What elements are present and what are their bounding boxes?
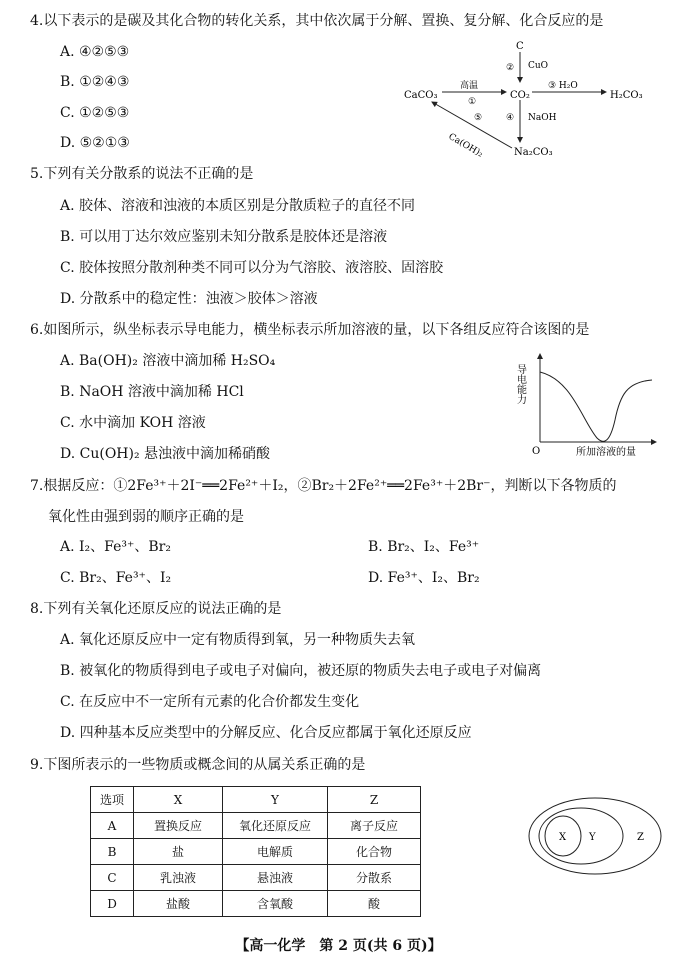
table-cell: 含氧酸 — [223, 891, 328, 917]
diagram-high-temp: 高温 — [460, 81, 479, 91]
q4-option-b: B. ①②④③ — [60, 74, 130, 90]
q8-option-d: D. 四种基本反应类型中的分解反应、化合反应都属于氧化还原反应 — [60, 725, 472, 741]
q5-option-a: A. 胶体、溶液和浊液的本质区别是分散质粒子的直径不同 — [60, 198, 416, 214]
venn-label-y: Y — [589, 832, 596, 843]
q6-option-a: A. Ba(OH)₂ 溶液中滴加稀 H₂SO₄ — [60, 353, 276, 369]
table-header-cell: 选项 — [91, 787, 134, 813]
q4-option-c: C. ①②⑤③ — [60, 105, 130, 121]
q7-stem: 7.根据反应：①2Fe³⁺＋2I⁻══2Fe²⁺＋I₂，②Br₂＋2Fe²⁺══2Fe³⁺＋2Br⁻，判断以下各物质的 — [30, 478, 617, 494]
table-cell: 悬浊液 — [223, 865, 328, 891]
table-cell: 电解质 — [223, 839, 328, 865]
conductivity-graph — [512, 350, 662, 460]
q5-option-c: C. 胶体按照分散剂种类不同可以分为气溶胶、液溶胶、固溶胶 — [60, 260, 444, 276]
q4-option-a: A. ④②⑤③ — [60, 44, 130, 60]
q9-stem: 9.下图所表示的一些物质或概念间的从属关系正确的是 — [30, 757, 366, 773]
q7-option-b: B. Br₂、I₂、Fe³⁺ — [368, 539, 480, 555]
q7-option-d: D. Fe³⁺、I₂、Br₂ — [368, 570, 480, 586]
table-cell: A — [91, 813, 134, 839]
diagram-h2co3: H₂CO₃ — [610, 90, 643, 101]
table-header-cell: X — [134, 787, 223, 813]
table-cell: 离子反应 — [328, 813, 421, 839]
q9-table — [90, 786, 421, 917]
arrow-na2co3-to-caco3 — [432, 102, 515, 148]
q6-option-c: C. 水中滴加 KOH 溶液 — [60, 415, 206, 431]
diagram-c: C — [516, 41, 524, 52]
table-row — [91, 839, 421, 865]
table-cell: 氧化还原反应 — [223, 813, 328, 839]
q8-option-a: A. 氧化还原反应中一定有物质得到氧，另一种物质失去氧 — [60, 632, 416, 648]
diagram-n1: ① — [468, 97, 477, 107]
graph-xlabel: 所加溶液的量 — [576, 447, 636, 458]
q4-option-d: D. ⑤②①③ — [60, 135, 130, 151]
table-header-cell: Y — [223, 787, 328, 813]
table-cell: 乳浊液 — [134, 865, 223, 891]
diagram-caco3: CaCO₃ — [404, 90, 438, 101]
conductivity-curve — [540, 372, 652, 441]
table-header-row — [91, 787, 421, 813]
table-cell: 盐酸 — [134, 891, 223, 917]
graph-ylabel: 导电能力 — [514, 364, 526, 404]
diagram-naoh: NaOH — [528, 113, 557, 123]
diagram-n5: ⑤ — [474, 113, 483, 123]
table-cell: B — [91, 839, 134, 865]
venn-label-z: Z — [637, 832, 644, 843]
venn-label-x: X — [559, 832, 567, 843]
diagram-caoh2: Ca(OH)₂ — [446, 131, 485, 160]
q4-stem: 4.以下表示的是碳及其化合物的转化关系，其中依次属于分解、置换、复分解、化合反应的是 — [30, 13, 604, 29]
carbon-conversion-diagram — [398, 38, 666, 168]
q5-option-d: D. 分散系中的稳定性：浊液＞胶体＞溶液 — [60, 291, 318, 307]
table-cell: D — [91, 891, 134, 917]
q7-stem-cont: 氧化性由强到弱的顺序正确的是 — [48, 509, 244, 525]
diagram-n2: ② — [506, 63, 515, 73]
q6-option-d: D. Cu(OH)₂ 悬浊液中滴加稀硝酸 — [60, 446, 271, 462]
q7-option-c: C. Br₂、Fe³⁺、I₂ — [60, 570, 172, 586]
table-cell: 盐 — [134, 839, 223, 865]
page-footer: 【高一化学 第 2 页(共 6 页)】 — [235, 938, 442, 954]
q7-option-a: A. I₂、Fe³⁺、Br₂ — [60, 539, 171, 555]
diagram-n4: ④ — [506, 113, 515, 123]
table-cell: 置换反应 — [134, 813, 223, 839]
table-cell: 酸 — [328, 891, 421, 917]
venn-diagram — [525, 794, 665, 878]
q8-option-b: B. 被氧化的物质得到电子或电子对偏向，被还原的物质失去电子或电子对偏离 — [60, 663, 542, 679]
table-cell: 分散系 — [328, 865, 421, 891]
table-row — [91, 891, 421, 917]
table-row — [91, 813, 421, 839]
q8-option-c: C. 在反应中不一定所有元素的化合价都发生变化 — [60, 694, 360, 710]
q8-stem: 8.下列有关氧化还原反应的说法正确的是 — [30, 601, 282, 617]
q5-option-b: B. 可以用丁达尔效应鉴别未知分散系是胶体还是溶液 — [60, 229, 388, 245]
diagram-cuo: CuO — [528, 61, 549, 71]
table-cell: C — [91, 865, 134, 891]
table-cell: 化合物 — [328, 839, 421, 865]
diagram-na2co3: Na₂CO₃ — [514, 147, 553, 158]
diagram-h2o: ③ H₂O — [548, 81, 578, 91]
graph-origin: O — [532, 446, 541, 457]
diagram-co2: CO₂ — [510, 90, 530, 101]
table-row — [91, 865, 421, 891]
table-header-cell: Z — [328, 787, 421, 813]
q6-stem: 6.如图所示，纵坐标表示导电能力，横坐标表示所加溶液的量，以下各组反应符合该图的是 — [30, 322, 590, 338]
q5-stem: 5.下列有关分散系的说法不正确的是 — [30, 166, 254, 182]
q6-option-b: B. NaOH 溶液中滴加稀 HCl — [60, 384, 244, 400]
